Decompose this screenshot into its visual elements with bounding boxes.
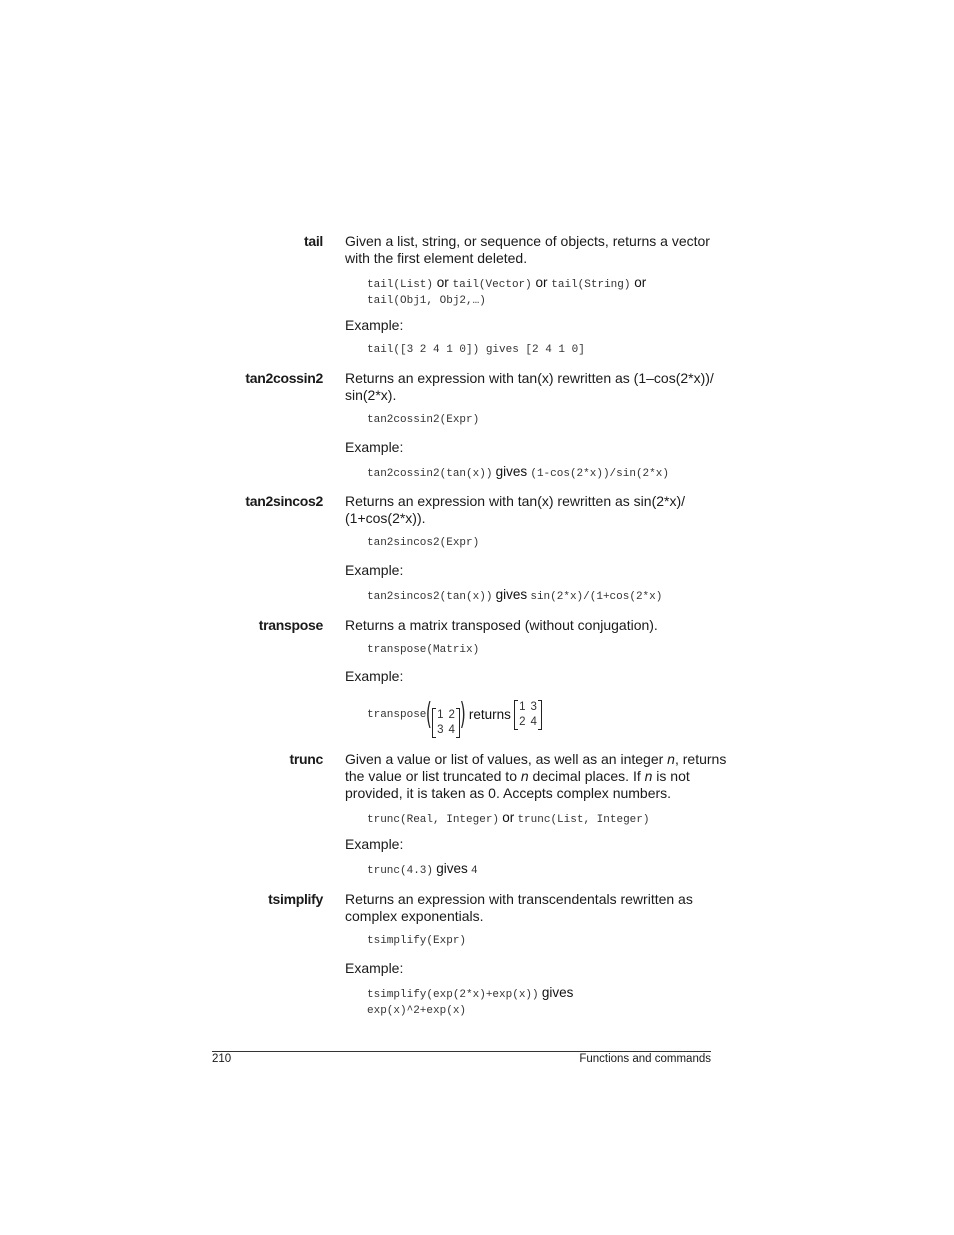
syntax-code: tail(Obj1, Obj2,…): [367, 295, 486, 307]
desc-line: Returns an expression with transcendentals rewritten as: [345, 891, 693, 907]
example-gives: gives: [541, 985, 574, 1000]
example-result: sin(2*x)/(1+cos(2*x): [530, 591, 663, 603]
syntax-tsimplify: tsimplify(Expr): [367, 935, 467, 947]
example-code: transpose: [367, 709, 427, 721]
desc-trunc: [345, 751, 727, 802]
term-tan2sincos2: tan2sincos2: [245, 493, 323, 509]
desc-var: n: [520, 768, 529, 784]
right-paren-icon: ): [459, 697, 466, 732]
matrix-cell: 2: [448, 709, 455, 722]
example-code: tan2sincos2(tan(x)): [367, 591, 493, 603]
desc-var: n: [667, 751, 675, 767]
footer-section: Functions and commands: [579, 1053, 711, 1065]
example-label: Example:: [345, 960, 404, 976]
example-tan2sincos2: [367, 587, 662, 605]
syntax-code: trunc(List, Integer): [517, 814, 650, 826]
example-result: (1-cos(2*x))/sin(2*x): [530, 468, 669, 480]
desc-tan2sincos2: [345, 493, 717, 527]
example-label: Example:: [345, 836, 404, 852]
example-gives: gives: [495, 464, 528, 479]
example-result: 4: [470, 865, 478, 877]
example-tsimplify: [367, 985, 573, 1019]
syntax-tan2sincos2: tan2sincos2(Expr): [367, 537, 480, 549]
syntax-trunc: [367, 810, 649, 828]
matrix-output: [514, 700, 542, 730]
desc-line: (1+cos(2*x)).: [345, 510, 426, 526]
example-label: Example:: [345, 439, 404, 455]
desc-tan2cossin2: [345, 370, 717, 404]
term-tail: tail: [303, 233, 323, 249]
page-number: 210: [212, 1053, 232, 1065]
example-trunc: [367, 861, 478, 879]
syntax-code: trunc(Real, Integer): [367, 814, 500, 826]
matrix-cell: 2: [519, 716, 526, 728]
desc-line: sin(2*x).: [345, 387, 397, 403]
example-code: tail([3 2 4 1 0]) gives [2 4 1 0]: [367, 344, 585, 356]
term-tsimplify: tsimplify: [268, 891, 323, 907]
example-label: Example:: [345, 317, 404, 333]
example-transpose: [367, 697, 542, 738]
syntax-tail: [367, 275, 646, 309]
syntax-text: or: [531, 275, 552, 290]
desc-transpose: [345, 617, 717, 634]
example-gives: returns: [468, 707, 511, 722]
matrix-cell: 3: [530, 701, 537, 713]
syntax-code: tail(Vector): [452, 279, 532, 291]
desc-line: provided, it is taken as 0. Accepts complex numbers.: [345, 785, 672, 801]
syntax-text: or: [502, 810, 515, 825]
example-code: tsimplify(exp(2*x)+exp(x)): [367, 989, 539, 1001]
syntax-transpose: transpose(Matrix): [367, 644, 480, 656]
syntax-code: tail(String): [551, 279, 631, 291]
matrix-cell: 3: [437, 724, 444, 737]
desc-text: Given a value or list of values, as well as an integer: [345, 751, 668, 767]
footer-rule: [212, 1051, 711, 1052]
desc-line: Returns an expression with tan(x) rewritten as sin(2*x)/: [345, 493, 686, 509]
term-transpose: transpose: [258, 617, 323, 633]
desc-text: is not: [652, 768, 690, 784]
example-code: tan2cossin2(tan(x)): [367, 468, 493, 480]
desc-line: Returns a matrix transposed (without conjugation).: [345, 617, 658, 633]
desc-text: the value or list truncated to: [345, 768, 521, 784]
desc-text: decimal places. If: [528, 768, 645, 784]
desc-var: n: [644, 768, 653, 784]
example-result: exp(x)^2+exp(x): [367, 1005, 467, 1017]
matrix-cell: 4: [530, 716, 537, 728]
term-trunc: trunc: [289, 751, 323, 767]
desc-line: Given a list, string, or sequence of objects, returns a vector: [345, 233, 710, 249]
left-paren-icon: (: [426, 697, 433, 732]
example-gives: gives: [436, 861, 468, 876]
example-label: Example:: [345, 668, 404, 684]
example-label: Example:: [345, 562, 404, 578]
syntax-tan2cossin2: tan2cossin2(Expr): [367, 414, 480, 426]
matrix-cell: 4: [448, 724, 455, 737]
matrix-cell: 1: [519, 701, 526, 713]
term-tan2cossin2: tan2cossin2: [245, 370, 323, 386]
desc-text: , returns: [674, 751, 727, 767]
matrix-cell: 1: [437, 709, 444, 722]
example-gives: gives: [495, 587, 528, 602]
example-code: trunc(4.3): [367, 865, 434, 877]
desc-line: complex exponentials.: [345, 908, 484, 924]
example-tan2cossin2: [367, 464, 669, 482]
desc-tsimplify: [345, 891, 717, 925]
syntax-text: or: [630, 275, 647, 290]
syntax-code: tail(List): [367, 279, 434, 291]
syntax-text: or: [433, 275, 453, 290]
desc-line: Returns an expression with tan(x) rewritten as (1–cos(2*x))/: [345, 370, 714, 386]
matrix-input: [432, 708, 460, 738]
desc-tail: [345, 233, 717, 267]
desc-line: with the first element deleted.: [345, 250, 528, 266]
